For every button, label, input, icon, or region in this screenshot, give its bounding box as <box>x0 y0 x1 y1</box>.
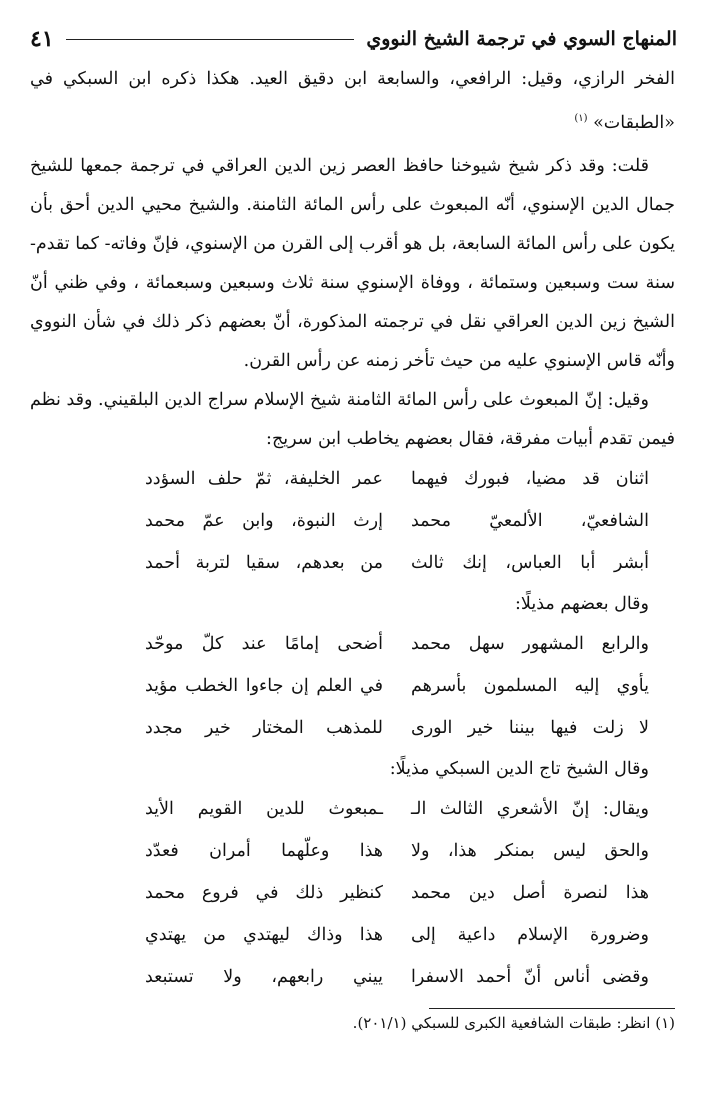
poem-2-intro: وقال بعضهم مذيلًا: <box>515 593 649 614</box>
poem-3 <box>30 789 675 999</box>
verse-hemistich-first: هذا لنصرة أصل دين محمد <box>411 883 649 904</box>
verse-hemistich-second: للمذهب المختار خير مجدد <box>145 718 383 739</box>
verse-line <box>30 543 675 585</box>
verse-hemistich-second: ـمبعوث للدين القويم الأيد <box>145 799 383 820</box>
verse-line <box>30 873 675 915</box>
verse-hemistich-second: أضحى إمامًا عند كلّ موحّد <box>145 634 383 655</box>
poem-1 <box>30 459 675 585</box>
footnote-marker: (١) <box>574 113 588 124</box>
paragraph-1-text: الفخر الرازي، وقيل: الرافعي، والسابعة ابن دقيق العيد. هكذا ذكره ابن السبكي في «الطبقات» <box>30 69 675 133</box>
footnote: (١) انظر: طبقات الشافعية الكبرى للسبكي (٢٠١/١). <box>352 1014 675 1032</box>
verse-hemistich-second: هذا وعلّهما أمران فعدّد <box>145 841 383 862</box>
verse-line <box>30 915 675 957</box>
verse-line <box>30 831 675 873</box>
verse-hemistich-second: عمر الخليفة، ثمّ حلف السؤدد <box>145 469 383 490</box>
verse-hemistich-first: اثنان قد مضيا، فبورك فيهما <box>411 469 649 490</box>
verse-line <box>30 459 675 501</box>
verse-line <box>30 624 675 666</box>
verse-hemistich-second: من بعدهم، سقيا لتربة أحمد <box>145 553 383 574</box>
verse-hemistich-second: ييني رابعهم، ولا تستبعد <box>145 967 383 988</box>
verse-hemistich-first: الشافعيّ، الألمعيّ محمد <box>411 511 649 532</box>
poem-2 <box>30 624 675 750</box>
verse-line <box>30 789 675 831</box>
paragraph-2: قلت: وقد ذكر شيخ شيوخنا حافظ العصر زين الدين العراقي في ترجمة جمعها للشيخ جمال الدين الإسنوي، أنّه المبعوث على رأس المائة الثامنة. والشيخ محيي الدين أحق بأن يكون على رأس المائة السابعة، بل هو أقرب إلى القرن من الإسنوي، فإنّ وفاته- كما تقدم- سنة ست وسبعين وستمائة ، ووفاة الإسنوي سنة ثلاث وسبعين وسبعمائة ، وفي ظني أنّ الشيخ زين الدين العراقي نقل في ترجمته المذكورة، أنّ بعضهم ذكر ذلك في شأن النووي وأنّه قاس الإسنوي عليه من حيث تأخر زمنه عن رأس القرن. <box>30 155 675 371</box>
verse-hemistich-first: ويقال: إنّ الأشعري الثالث الـ <box>411 799 649 820</box>
verse-line <box>30 708 675 750</box>
poem-3-intro: وقال الشيخ تاج الدين السبكي مذيلًا: <box>389 758 649 779</box>
verse-line <box>30 957 675 999</box>
verse-hemistich-first: والرابع المشهور سهل محمد <box>411 634 649 655</box>
verse-hemistich-second: هذا وذاك ليهتدي من يهتدي <box>145 925 383 946</box>
verse-hemistich-first: لا زلت فيها بيننا خير الورى <box>411 718 649 739</box>
verse-line <box>30 501 675 543</box>
page-number: ٤١ <box>30 26 54 52</box>
verse-hemistich-first: وقضى أناس أنّ أحمد الاسفرا <box>411 967 649 988</box>
verse-hemistich-first: والحق ليس بمنكر هذا، ولا <box>411 841 649 862</box>
verse-hemistich-second: كنظير ذلك في فروع محمد <box>145 883 383 904</box>
paragraph-3: وقيل: إنّ المبعوث على رأس المائة الثامنة شيخ الإسلام سراج الدين البلقيني. وقد نظم فيمن تقدم أبيات مفرقة، فقال بعضهم يخاطب ابن سريج: <box>30 389 675 449</box>
verse-hemistich-first: أبشر أبا العباس، إنك ثالث <box>411 553 649 574</box>
verse-line <box>30 666 675 708</box>
page-body <box>30 60 675 999</box>
verse-hemistich-second: إرث النبوة، وابن عمّ محمد <box>145 511 383 532</box>
paragraph-1 <box>30 60 675 143</box>
footnote-separator <box>429 1008 675 1009</box>
verse-hemistich-first: وضرورة الإسلام داعية إلى <box>411 925 649 946</box>
verse-hemistich-second: في العلم إن جاءوا الخطب مؤيد <box>145 676 383 697</box>
verse-hemistich-first: يأوي إليه المسلمون بأسرهم <box>411 676 649 697</box>
running-header <box>30 22 677 56</box>
running-title: المنهاج السوي في ترجمة الشيخ النووي <box>366 28 677 50</box>
header-rule <box>66 39 355 40</box>
